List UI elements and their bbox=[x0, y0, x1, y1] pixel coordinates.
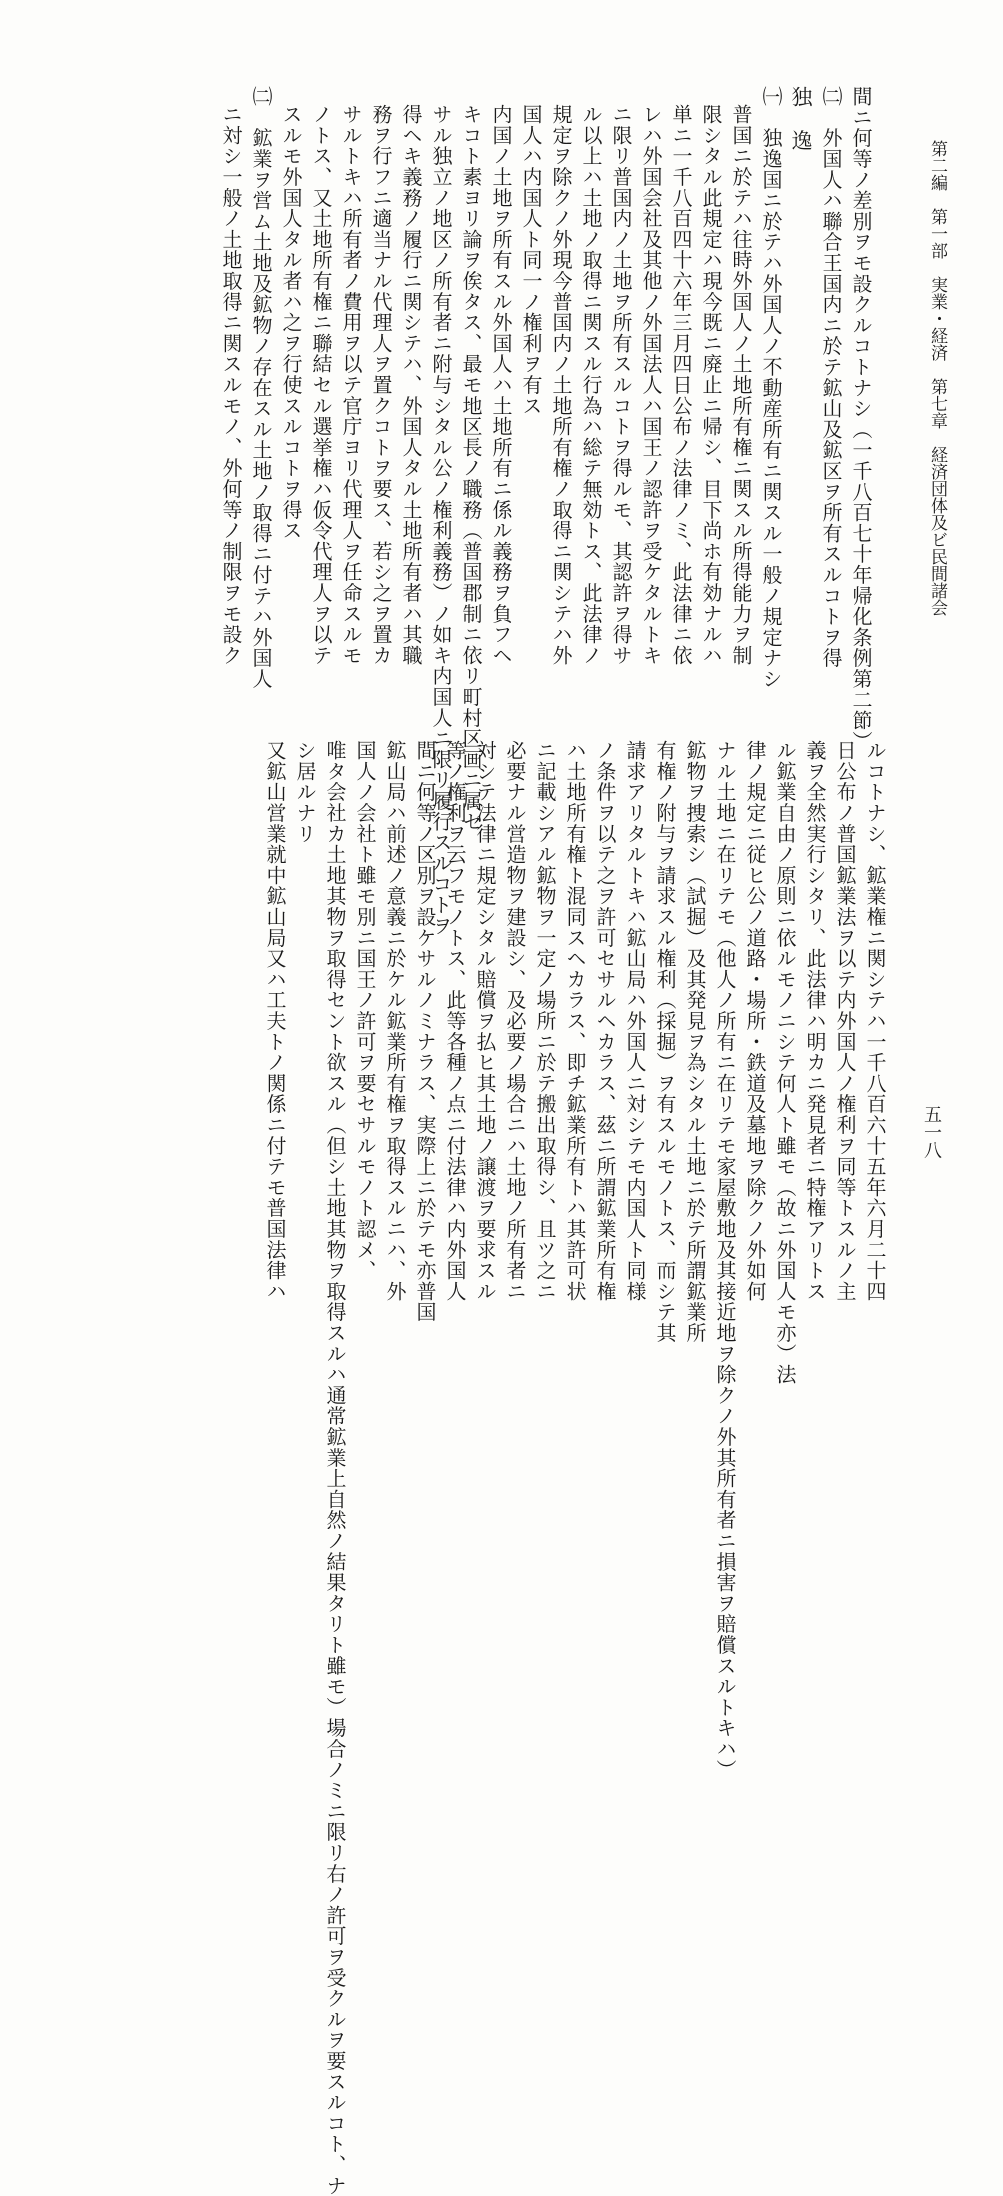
text-line: キコト素ヨリ論ヲ俟タス、最モ地区長ノ職務（普国郡制ニ依リ町村区画ニ属セ bbox=[459, 104, 483, 832]
text-line: 内国ノ土地ヲ所有スル外国人ハ土地所有ニ係ル義務ヲ負フヘ bbox=[489, 104, 513, 666]
text-line: ノ条件ヲ以テ之ヲ許可セサルヘカラス、茲ニ所謂鉱業所有権 bbox=[593, 740, 617, 1302]
text-line: 鉱物ヲ捜索シ（試掘）及其発見ヲ為シタル土地ニ於テ所謂鉱業所 bbox=[683, 740, 707, 1344]
text-line: 必要ナル営造物ヲ建設シ、及必要ノ場合ニハ土地ノ所有者ニ bbox=[503, 740, 527, 1302]
text-line: 間ニ何等ノ差別ヲモ設クルコトナシ（一千八百七十年帰化条例第二節） bbox=[849, 86, 873, 752]
text-line: 律ノ規定ニ従ヒ公ノ道路・場所・鉄道及墓地ヲ除クノ外如何 bbox=[743, 740, 767, 1302]
text-line: 間ニ何等ノ区別ヲ設ケサルノミナラス、実際上ニ於テモ亦普国 bbox=[413, 740, 437, 1323]
text-line: 国人ハ内国人ト同一ノ権利ヲ有ス bbox=[519, 104, 543, 416]
text-line: ノトス、又土地所有権ニ聯結セル選挙権ハ仮令代理人ヲ以テ bbox=[309, 104, 333, 666]
text-line: 国人ノ会社ト雖モ別ニ国王ノ許可ヲ要セサルモノト認メ、 bbox=[353, 740, 377, 1281]
text-line: レハ外国会社及其他ノ外国法人ハ国王ノ認許ヲ受ケタルトキ bbox=[639, 104, 663, 666]
text-line: ニ記載シアル鉱物ヲ一定ノ場所ニ於テ搬出取得シ、且ツ之ニ bbox=[533, 740, 557, 1302]
running-header: 第二編 第一部 実業・経済 第七章 経済団体及ビ民間諸会 bbox=[927, 140, 947, 616]
text-line: ルコトナシ、鉱業権ニ関シテハ一千八百六十五年六月二十四 bbox=[863, 740, 887, 1302]
text-line: シ居ルナリ bbox=[293, 740, 317, 844]
text-line: 鉱山局ハ前述ノ意義ニ於ケル鉱業所有権ヲ取得スルニハ、外 bbox=[383, 740, 407, 1302]
text-line: 務ヲ行フニ適当ナル代理人ヲ置クコトヲ要ス、若シ之ヲ置カ bbox=[369, 104, 393, 666]
text-line: ニ対シ一般ノ土地取得ニ関スルモノ、外何等ノ制限ヲモ設ク bbox=[219, 104, 243, 666]
text-line: サル独立ノ地区ノ所有者ニ附与シタル公ノ権利義務）ノ如キ内国人ニ限リ履行スルコトヲ bbox=[429, 104, 453, 936]
lower-text-block bbox=[70, 740, 890, 2196]
text-line: ハ土地所有権ト混同スヘカラス、即チ鉱業所有トハ其許可状 bbox=[563, 740, 587, 1302]
text-line: サルトキハ所有者ノ費用ヲ以テ官庁ヨリ代理人ヲ任命スルモ bbox=[339, 104, 363, 666]
text-line: 限シタル此規定ハ現今既ニ廃止ニ帰シ、目下尚ホ有効ナルハ bbox=[699, 104, 723, 666]
text-line: ニ限リ普国内ノ土地ヲ所有スルコトヲ得ルモ、其認許ヲ得サ bbox=[609, 104, 633, 666]
text-line: ナル土地ニ在リテモ（他人ノ所有ニ在リテモ家屋敷地及其接近地ヲ除クノ外其所有者ニ損害ヲ賠償スルトキハ） bbox=[713, 740, 737, 1780]
text-line: スルモ外国人タル者ハ之ヲ行使スルコトヲ得ス bbox=[279, 104, 303, 541]
text-line: ㈠ 独逸国ニ於テハ外国人ノ不動産所有ニ関スル一般ノ規定ナシ bbox=[759, 86, 783, 690]
text-line: 義ヲ全然実行シタリ、此法律ハ明カニ発見者ニ特権アリトス bbox=[803, 740, 827, 1302]
text-line: 対シテ法律ニ規定シタル賠償ヲ払ヒ其土地ノ譲渡ヲ要求スル bbox=[473, 740, 497, 1302]
text-line: ル鉱業自由ノ原則ニ依ルモノニシテ何人ト雖モ（故ニ外国人モ亦）法 bbox=[773, 740, 797, 1385]
text-line: ㈡ 外国人ハ聯合王国内ニ於テ鉱山及鉱区ヲ所有スルコトヲ得 bbox=[819, 86, 843, 669]
text-line: 請求アリタルトキハ鉱山局ハ外国人ニ対シテモ内国人ト同様 bbox=[623, 740, 647, 1302]
text-line: 又鉱山営業就中鉱山局又ハ工夫トノ関係ニ付テモ普国法律ハ bbox=[263, 740, 287, 1302]
text-line: 日公布ノ普国鉱業法ヲ以テ内外国人ノ権利ヲ同等トスルノ主 bbox=[833, 740, 857, 1302]
text-line: 単ニ一千八百四十六年三月四日公布ノ法律ノミ、此法律ニ依 bbox=[669, 104, 693, 666]
text-line: 規定ヲ除クノ外現今普国内ノ土地所有権ノ取得ニ関シテハ外 bbox=[549, 104, 573, 666]
page-number: 五一八 bbox=[921, 1105, 942, 1159]
text-line: 唯タ会社カ土地其物ヲ取得セント欲スル（但シ土地其物ヲ取得スルハ通常鉱業上自然ノ結果タリト雖モ）場合ノミニ限リ右ノ許可ヲ受クルヲ要スルコト、ナ bbox=[323, 740, 347, 2196]
text-line: 得ヘキ義務ノ履行ニ関シテハ、外国人タル土地所有者ハ其職 bbox=[399, 104, 423, 666]
text-line: 普国ニ於テハ往時外国人ノ土地所有権ニ関スル所得能力ヲ制 bbox=[729, 104, 753, 666]
text-line: ル以上ハ土地ノ取得ニ関スル行為ハ総テ無効トス、此法律ノ bbox=[579, 104, 603, 666]
text-line: 独 逸 bbox=[789, 86, 813, 152]
text-line: ㈡ 鉱業ヲ営ム土地及鉱物ノ存在スル土地ノ取得ニ付テハ外国人 bbox=[249, 86, 273, 690]
text-line: 等ノ権利ヲ云フモノトス、此等各種ノ点ニ付法律ハ内外国人 bbox=[443, 740, 467, 1302]
text-line: 有権ノ附与ヲ請求スル権利（採掘）ヲ有スルモノトス、而シテ其 bbox=[653, 740, 677, 1344]
